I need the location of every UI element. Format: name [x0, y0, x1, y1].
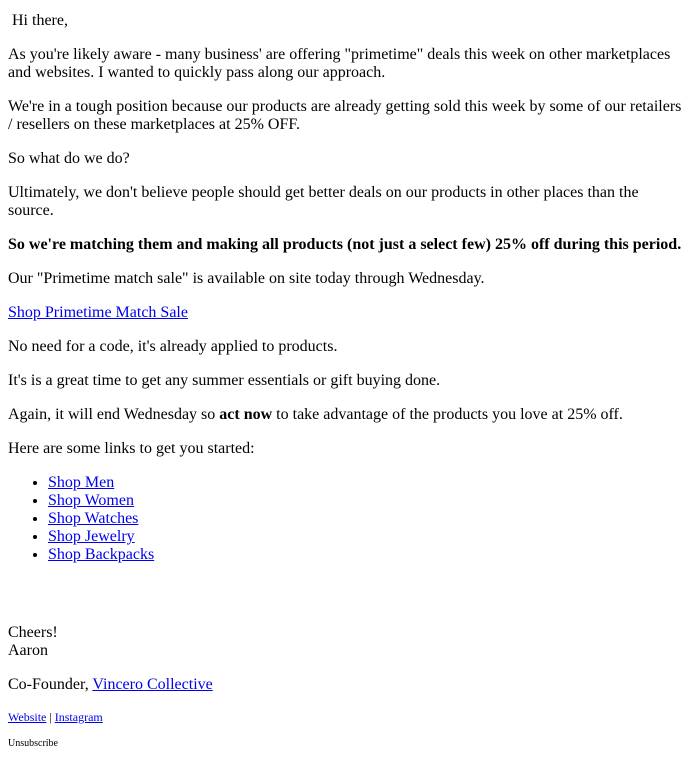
paragraph-no-code: No need for a code, it's already applied to products. — [8, 338, 338, 355]
paragraph-sale-availability: Our "Primetime match sale" is available on site today through Wednesday. — [8, 270, 485, 287]
paragraph-question: So what do we do? — [8, 150, 130, 167]
paragraph-matching — [8, 236, 684, 254]
list-item — [48, 474, 684, 492]
paragraph-primary-link — [8, 304, 684, 322]
greeting: Hi there, — [12, 12, 68, 29]
paragraph-tough-position: We're in a tough position because our products are already getting sold this week by some of our retailers / resellers on these marketplaces at 25% OFF. — [8, 98, 682, 133]
footer-separator: | — [49, 710, 52, 724]
paragraph-marketplaces: As you're likely aware - many business' are offering "primetime" deals this week on other marketplaces and websites. I wanted to quickly pass along our approach. — [8, 46, 671, 81]
website-link[interactable]: Website — [8, 710, 47, 724]
paragraph-great-time: It's is a great time to get any summer essentials or gift buying done. — [8, 372, 441, 389]
cheers-text: Cheers! — [8, 624, 58, 641]
shop-links-list — [8, 474, 684, 564]
matching-bold-text: So we're matching them and making all products (not just a select few) 25% off during this period. — [8, 236, 682, 253]
instagram-link[interactable]: Instagram — [54, 710, 103, 724]
act-now-trail-text: to take advantage of the products you love at 25% off. — [272, 406, 623, 423]
act-now-lead-text: Again, it will end Wednesday so — [8, 406, 220, 423]
list-item — [48, 546, 684, 564]
company-link[interactable]: Vincero Collective — [92, 676, 213, 693]
footer-links — [8, 710, 684, 724]
shop-jewelry-link[interactable]: Shop Jewelry — [48, 528, 135, 545]
spacer — [8, 580, 684, 624]
title-prefix: Co-Founder, — [8, 676, 93, 693]
paragraph-links-intro: Here are some links to get you started: — [8, 440, 255, 457]
shop-primetime-sale-link[interactable]: Shop Primetime Match Sale — [8, 304, 188, 321]
unsubscribe-link[interactable]: Unsubscribe — [8, 738, 58, 749]
shop-men-link[interactable]: Shop Men — [48, 474, 115, 491]
sender-name: Aaron — [8, 642, 48, 659]
signoff — [8, 624, 684, 660]
sender-title — [8, 676, 684, 694]
shop-watches-link[interactable]: Shop Watches — [48, 510, 139, 527]
paragraph-belief: Ultimately, we don't believe people should get better deals on our products in other places than the source. — [8, 184, 639, 219]
shop-women-link[interactable]: Shop Women — [48, 492, 134, 509]
paragraph-act-now — [8, 406, 684, 424]
act-now-bold-text: act now — [219, 406, 273, 423]
list-item — [48, 492, 684, 510]
list-item — [48, 510, 684, 528]
list-item — [48, 528, 684, 546]
shop-backpacks-link[interactable]: Shop Backpacks — [48, 546, 155, 563]
